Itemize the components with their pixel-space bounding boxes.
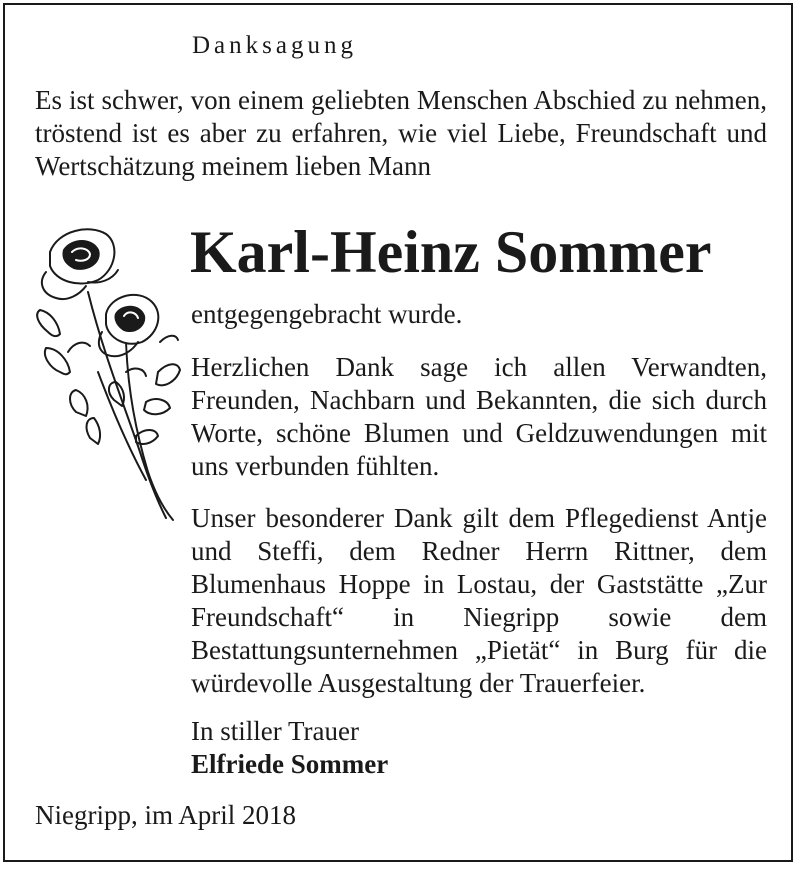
after-name-text: entgegengebracht wurde. [191,299,463,329]
intro-paragraph: Es ist schwer, von einem geliebten Menschen Abschied zu nehmen, tröstend ist es aber zu erfahren, wie viel Liebe, Freundschaft und Wertschätzung meinem lieben Mann [35,85,767,181]
thanks-paragraph-2: Unser besonderer Dank gilt dem Pflegedienst Antje und Steffi, dem Redner Herrn Rittner, dem Blumenhaus Hoppe in Lostau, der Gaststätte „Zur Freundschaft“ in Niegripp sowie dem Bestattungsunternehmen „Pietät“ in Burg für die würdevolle Ausgestaltung der Trauerfeier. [191,503,767,698]
signer-name: Elfriede Sommer [191,749,389,779]
notice-heading: Danksagung [192,32,357,59]
place-date: Niegripp, im April 2018 [35,800,296,830]
roses-icon [28,222,186,526]
closing-block [191,715,388,781]
deceased-name: Karl-Heinz Sommer [190,219,712,285]
closing-line: In stiller Trauer [191,716,359,746]
thanks-paragraph-1: Herzlichen Dank sage ich allen Verwandten, Freunden, Nachbarn und Bekannten, die sich durch Worte, schöne Blumen und Geldzuwendungen mit uns verbunden fühlten. [191,352,767,481]
